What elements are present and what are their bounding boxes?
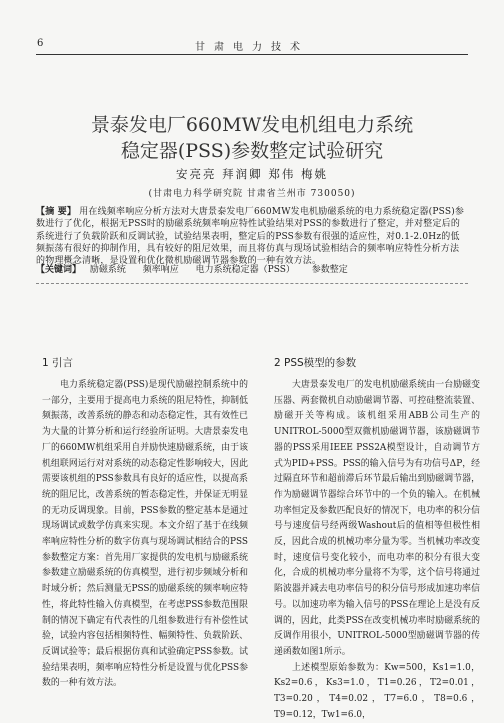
paper-title xyxy=(0,112,504,164)
running-header xyxy=(0,38,504,54)
paragraph: 上述模型原始参数为：Kw=500，Ks1=1.0，Ks2=0.6，Ks3=1.0，T1=0.26，T2=0.01，T3=0.20，T4=0.02，T7=6.0，T8=0.6，T9=0.12，Tw1=6.0， xyxy=(274,662,480,720)
keyword: 频率响应 xyxy=(142,265,179,275)
keyword: 电力系统稳定器（PSS） xyxy=(195,265,295,275)
section-heading-intro: 1 引言 xyxy=(42,357,74,369)
keyword: 励磁系统 xyxy=(89,265,126,275)
section-body-intro xyxy=(42,378,248,692)
header-rule xyxy=(36,54,468,55)
paragraph: 大唐景泰发电厂的发电机励磁系统由一台励磁变压器、两套微机自动励磁调节器、可控硅整流装置、励磁开关等构成。该机组采用ABB公司生产的UNITROL-5000型双微机励磁调节器，该励磁调节器的PSS采用IEEE PSS2A模型设计，自动调节方式为PID+PSS。PSS的输入信号为有功信号ΔP，经过隔直环节和超前滞后环节最后输出到励磁调节器，作为励磁调节器综合环节中的一个负的输入。在机械功率恒定及参数匹配良好的情况下，电功率的积分信号与速度信号经两级Washout后的值相等但极性相反，因此合成的机械功率分量为零。当机械功率改变时，速度信号变化较小，而电功率的积分有很大变化，合成的机械功率分量将不为零，这个信号将通过陷波器并减去电功率信号的积分信号形成加速功率信号。以加速功率为输入信号的PSS在理论上是没有反调的，因此，此类PSS在改变机械功率时励磁系统的反调作用很小，UNITROL-5000型励磁调节器的传递函数如图1所示。 xyxy=(274,380,480,657)
title-line-2: 稳定器(PSS)参数整定试验研究 xyxy=(120,140,384,162)
keyword: 参数整定 xyxy=(311,265,348,275)
affiliation: (甘肃电力科学研究院 甘肃省兰州市 730050) xyxy=(148,189,356,199)
page-number: 6 xyxy=(37,38,44,49)
abstract-label: 【摘 要】 xyxy=(36,207,77,217)
keywords xyxy=(36,262,468,275)
abstract-separator xyxy=(36,283,468,284)
abstract-text: 用在线频率响应分析方法对大唐景泰发电厂660MW发电机励磁系统的电力系统稳定器(PSS)参数进行了优化，根据无PSS时的励磁系统频率响应特性试验结果对PSS的参数进行了整定，并对整定后的系统进行了负载阶跃和反调试验，试验结果表明，整定后的PSS参数有很强的适应性，对0.1-2.0Hz的低频振荡有很好的抑制作用，具有较好的阻尼效果，而且将仿真与现场试验相结合的频率响应特性分析方法的物理概念清晰，是设置和优化微机励磁调节器参数的一种有效方法。 xyxy=(36,207,465,267)
abstract xyxy=(36,206,468,267)
journal-name: 甘肃电力技术 xyxy=(195,42,309,53)
authors: 安亮亮 拜润卿 郑伟 梅姚 xyxy=(176,167,328,181)
paragraph: 电力系统稳定器(PSS)是现代励磁控制系统中的一部分，主要用于提高电力系统的阻尼特性，抑制低频振荡，改善系统的静态和动态稳定性，其有效性已为大量的计算分析和运行经验所证明。大唐景泰发电厂的660MW机组采用自并励快速励磁系统，由于该机组联网运行对对系统的动态稳定性影响较大，因此需要该机组的PSS参数具有良好的适应性，以提高系统的阻尼比，改善系统的暂态稳定性，并保证无明显的无功反调现象。目前，PSS参数的整定基本是通过现场调试或数学仿真来实现。本文介绍了基于在线频率响应特性分析的数字仿真与现场调试相结合的PSS参数整定方案：首先用厂家提供的发电机与励磁系统参数建立励磁系统的仿真模型，进行初步频域分析和时域分析；然后测量无PSS的励磁系统的频率响应特性，将此特性输入仿真模型，在考虑PSS参数范围限制的情况下确定有代表性的几组参数进行有补偿性试验，试验内容包括相频特性、幅频特性、负载阶跃、反调试验等；最后根据仿真和试验确定PSS参数。试验结果表明，频率响应特性分析是设置与优化PSS参数的一种有效方法。 xyxy=(42,380,248,689)
keywords-label: 【关键词】 xyxy=(36,265,82,275)
section-body-pss-model xyxy=(274,378,480,723)
title-line-1: 景泰发电厂660MW发电机组电力系统 xyxy=(90,114,414,136)
section-heading-pss-model: 2 PSS模型的参数 xyxy=(274,357,357,369)
